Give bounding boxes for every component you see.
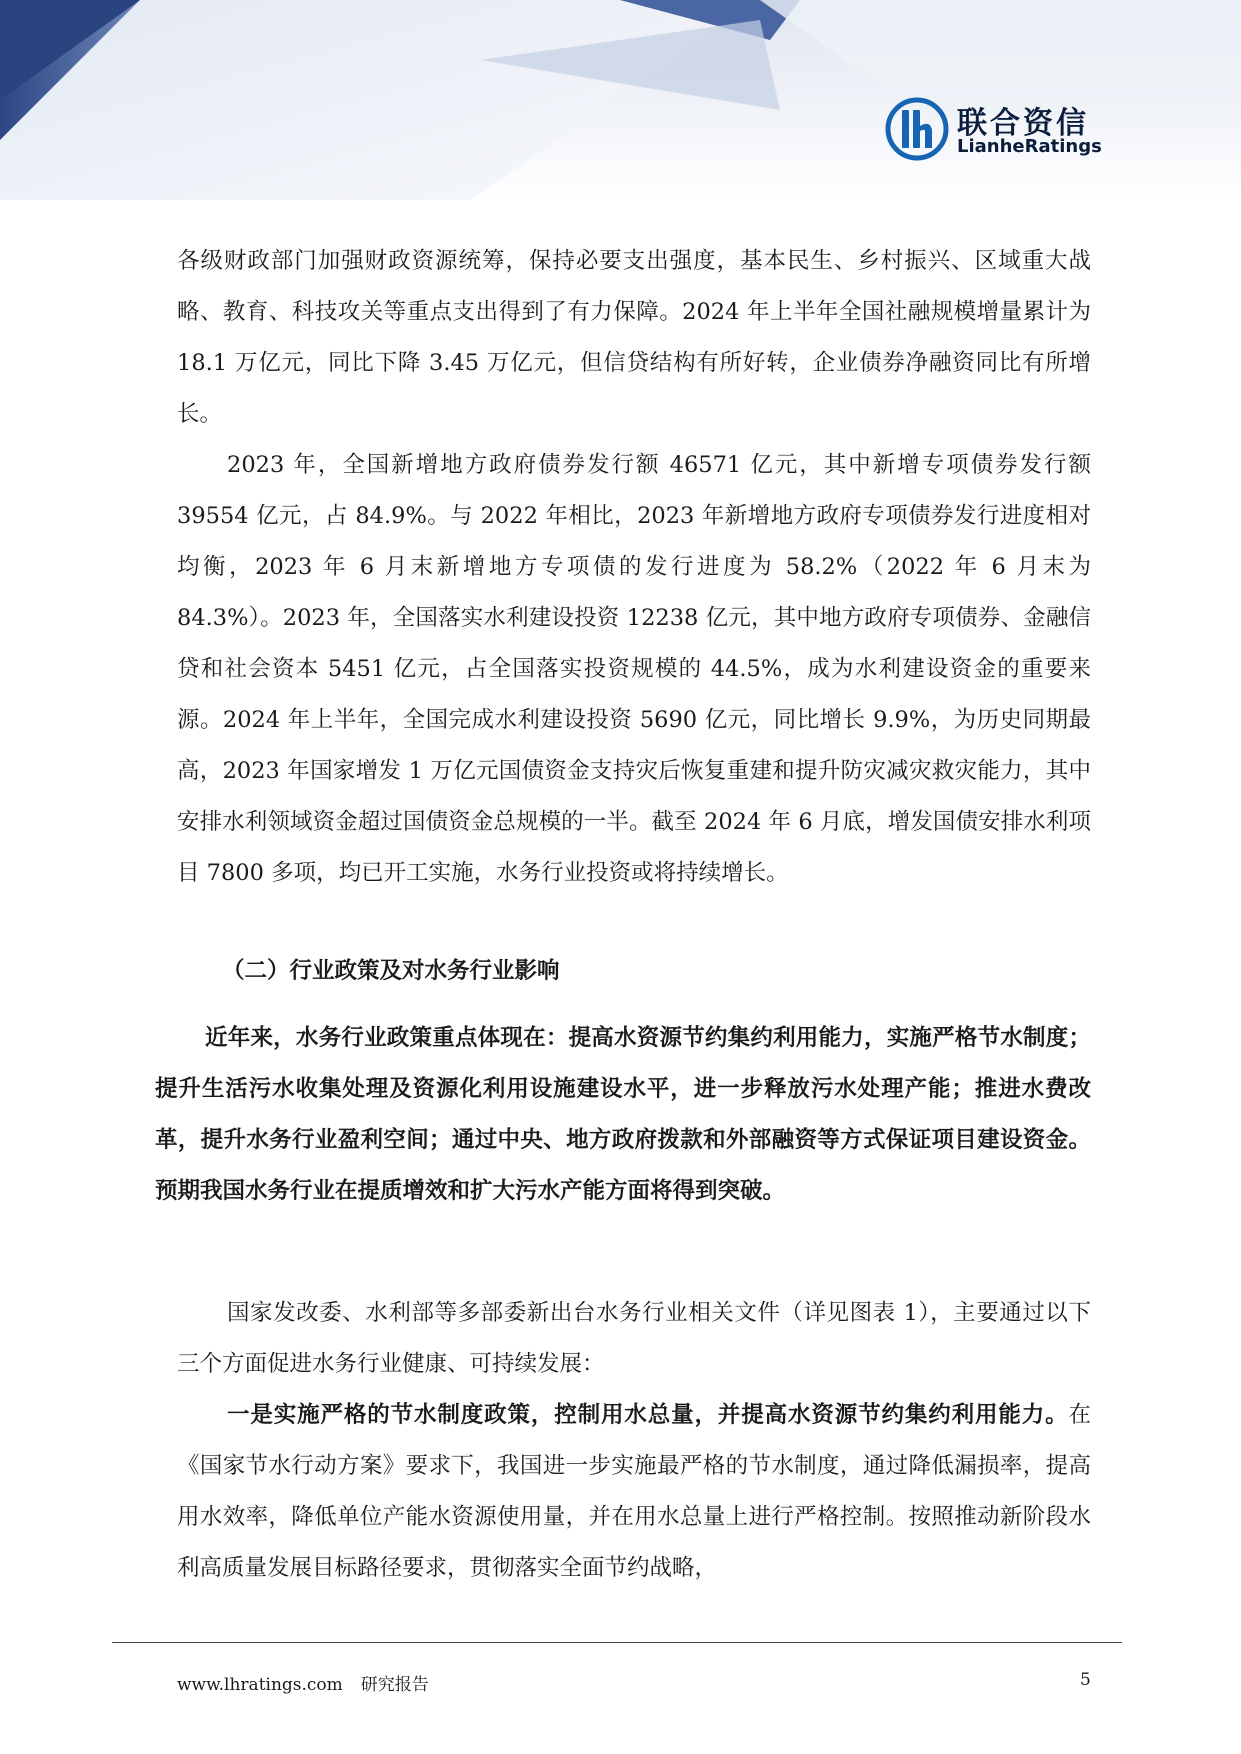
logo-english-text: LianheRatings bbox=[957, 136, 1102, 157]
section-heading-industry-policy: （二）行业政策及对水务行业影响 bbox=[222, 958, 560, 984]
footer-divider bbox=[112, 1642, 1122, 1643]
paragraph-water-saving-policy bbox=[177, 1390, 1091, 1594]
paragraph-policy-summary: 近年来，水务行业政策重点体现在：提高水资源节约集约利用能力，实施严格节水制度；提升生活污水收集处理及资源化利用设施建设水平，进一步释放污水处理产能；推进水费改革，提升水务行业盈利空间；通过中央、地方政府拨款和外部融资等方式保证项目建设资金。预期我国水务行业在提质增效和扩大污水产能方面将得到突破。 bbox=[155, 1025, 1091, 1204]
paragraph-local-government-bonds: 2023 年，全国新增地方政府债券发行额 46571 亿元，其中新增专项债券发行额 39554 亿元，占 84.9%。与 2022 年相比，2023 年新增地方政府专项债券发行进度相对均衡，2023 年 6 月末新增地方专项债的发行进度为 58.2%（2022 年 6 月末为 84.3%）。2023 年，全国落实水利建设投资 12238 亿元，其中地方政府专项债券、金融信贷和社会资本 5451 亿元，占全国落实投资规模的 44.5%，成为水利建设资金的重要来源。2024 年上半年，全国完成水利建设投资 5690 亿元，同比增长 9.9%，为历史同期最高，2023 年国家增发 1 万亿元国债资金支持灾后恢复重建和提升防灾减灾救灾能力，其中安排水利领域资金超过国债资金总规模的一半。截至 2024 年 6 月底，增发国债安排水利项目 7800 多项，均已开工实施，水务行业投资或将持续增长。 bbox=[177, 452, 1091, 886]
lianhe-logo-icon bbox=[884, 96, 950, 162]
water-saving-lead-sentence: 一是实施严格的节水制度政策，控制用水总量，并提高水资源节约集约利用能力。 bbox=[227, 1402, 1069, 1428]
footer-website-link[interactable]: www.lhratings.com bbox=[177, 1675, 343, 1695]
footer-info bbox=[177, 1670, 429, 1695]
footer-report-type: 研究报告 bbox=[360, 1675, 429, 1695]
page-number: 5 bbox=[1080, 1670, 1091, 1690]
water-saving-detail: 在《国家节水行动方案》要求下，我国进一步实施最严格的节水制度，通过降低漏损率，提高用水效率，降低单位产能水资源使用量，并在用水总量上进行严格控制。按照推动新阶段水利高质量发展目标路径要求，贯彻落实全面节约战略， bbox=[177, 1402, 1091, 1581]
lianhe-ratings-logo bbox=[884, 96, 1104, 166]
paragraph-fiscal-spending: 各级财政部门加强财政资源统筹，保持必要支出强度，基本民生、乡村振兴、区域重大战略、教育、科技攻关等重点支出得到了有力保障。2024 年上半年全国社融规模增量累计为 18.1 万亿元，同比下降 3.45 万亿元，但信贷结构有所好转，企业债券净融资同比有所增长。 bbox=[177, 248, 1091, 427]
paragraph-policy-documents: 国家发改委、水利部等多部委新出台水务行业相关文件（详见图表 1），主要通过以下三个方面促进水务行业健康、可持续发展： bbox=[177, 1300, 1091, 1377]
logo-chinese-text: 联合资信 bbox=[957, 106, 1089, 141]
